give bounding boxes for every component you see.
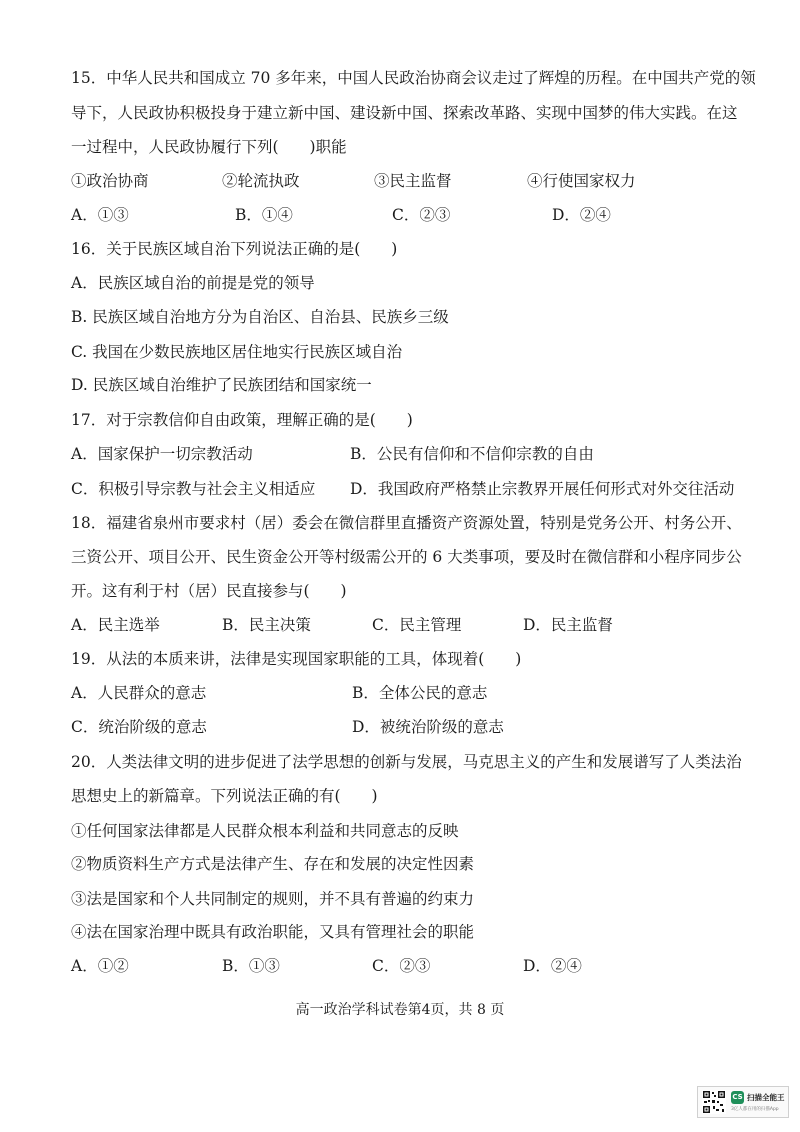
q19-stem: 19．从法的本质来讲，法律是实现国家职能的工具，体现着( ) (71, 650, 522, 668)
q17-stem: 17．对于宗教信仰自由政策，理解正确的是( ) (71, 411, 413, 429)
q18-stem-line-1: 18．福建省泉州市要求村（居）委会在微信群里直播资产资源处置，特别是党务公开、村务公开、 (71, 514, 742, 532)
q20-statement-4: ④法在国家治理中既具有政治职能，又具有管理社会的职能 (71, 923, 475, 941)
q20-statement-3: ③法是国家和个人共同制定的规则，并不具有普遍的约束力 (71, 890, 475, 908)
q18-option-d: D．民主监督 (523, 616, 613, 634)
q20-statement-1: ①任何国家法律都是人民群众根本利益和共同意志的反映 (71, 822, 459, 840)
q20-option-c: C．②③ (372, 957, 431, 975)
q19-option-b: B．全体公民的意志 (352, 684, 488, 702)
q15-option-b: B．①④ (235, 206, 293, 224)
q15-option-d: D．②④ (552, 206, 611, 224)
q15-stem-line-2: 导下，人民政协积极投身于建立新中国、建设新中国、探索改革路、实现中国梦的伟大实践。在这 (71, 104, 738, 122)
q20-statement-2: ②物质资料生产方式是法律产生、存在和发展的决定性因素 (71, 855, 475, 873)
q18-option-a: A．民主选举 (71, 616, 160, 634)
q19-option-a: A．人民群众的意志 (71, 684, 207, 702)
q20-option-b: B．①③ (222, 957, 280, 975)
q15-statement-4: ④行使国家权力 (527, 172, 636, 190)
q15-statement-2: ②轮流执政 (222, 172, 300, 190)
camscanner-logo-icon: CS (731, 1091, 744, 1104)
q18-stem-line-3: 开。这有利于村（居）民直接参与( ) (71, 582, 347, 600)
q16-option-c: C. 我国在少数民族地区居住地实行民族区域自治 (71, 343, 403, 361)
q15-stem-line-3: 一过程中，人民政协履行下列( )职能 (71, 138, 347, 156)
q17-option-b: B．公民有信仰和不信仰宗教的自由 (350, 445, 594, 463)
q20-option-d: D．②④ (523, 957, 582, 975)
q18-stem-line-2: 三资公开、项目公开、民生资金公开等村级需公开的 6 大类事项，要及时在微信群和小程序同步公 (71, 548, 742, 566)
scanner-watermark (697, 1086, 789, 1118)
q15-option-c: C．②③ (392, 206, 451, 224)
q15-option-a: A．①③ (71, 206, 129, 224)
q16-stem: 16．关于民族区域自治下列说法正确的是( ) (71, 240, 398, 258)
q16-option-b: B. 民族区域自治地方分为自治区、自治县、民族乡三级 (71, 308, 449, 326)
q16-option-d: D. 民族区域自治维护了民族团结和国家统一 (71, 376, 372, 394)
q15-statement-1: ①政治协商 (71, 172, 149, 190)
q19-option-d: D．被统治阶级的意志 (352, 718, 504, 736)
q18-option-b: B．民主决策 (222, 616, 311, 634)
q17-option-c: C．积极引导宗教与社会主义相适应 (71, 480, 316, 498)
q15-stem-line-1: 15．中华人民共和国成立 70 多年来，中国人民政治协商会议走过了辉煌的历程。在中国共产党的领 (71, 69, 756, 87)
q18-option-c: C．民主管理 (372, 616, 462, 634)
q20-stem-line-2: 思想史上的新篇章。下列说法正确的有( ) (71, 787, 378, 805)
q16-option-a: A．民族区域自治的前提是党的领导 (71, 274, 315, 292)
scanner-app-name: 扫描全能王 (747, 1093, 785, 1102)
q17-option-d: D．我国政府严格禁止宗教界开展任何形式对外交往活动 (350, 480, 735, 498)
q15-statement-3: ③民主监督 (374, 172, 452, 190)
q19-option-c: C．统治阶级的意志 (71, 718, 207, 736)
scanner-tagline: 3亿人都在用的扫描App (731, 1107, 779, 1112)
qr-code-icon (702, 1090, 726, 1114)
q20-stem-line-1: 20．人类法律文明的进步促进了法学思想的创新与发展，马克思主义的产生和发展谱写了人类法治 (71, 753, 742, 771)
page-footer: 高一政治学科试卷第4页，共 8 页 (295, 1002, 505, 1018)
q20-option-a: A．①② (71, 957, 129, 975)
q17-option-a: A．国家保护一切宗教活动 (71, 445, 253, 463)
